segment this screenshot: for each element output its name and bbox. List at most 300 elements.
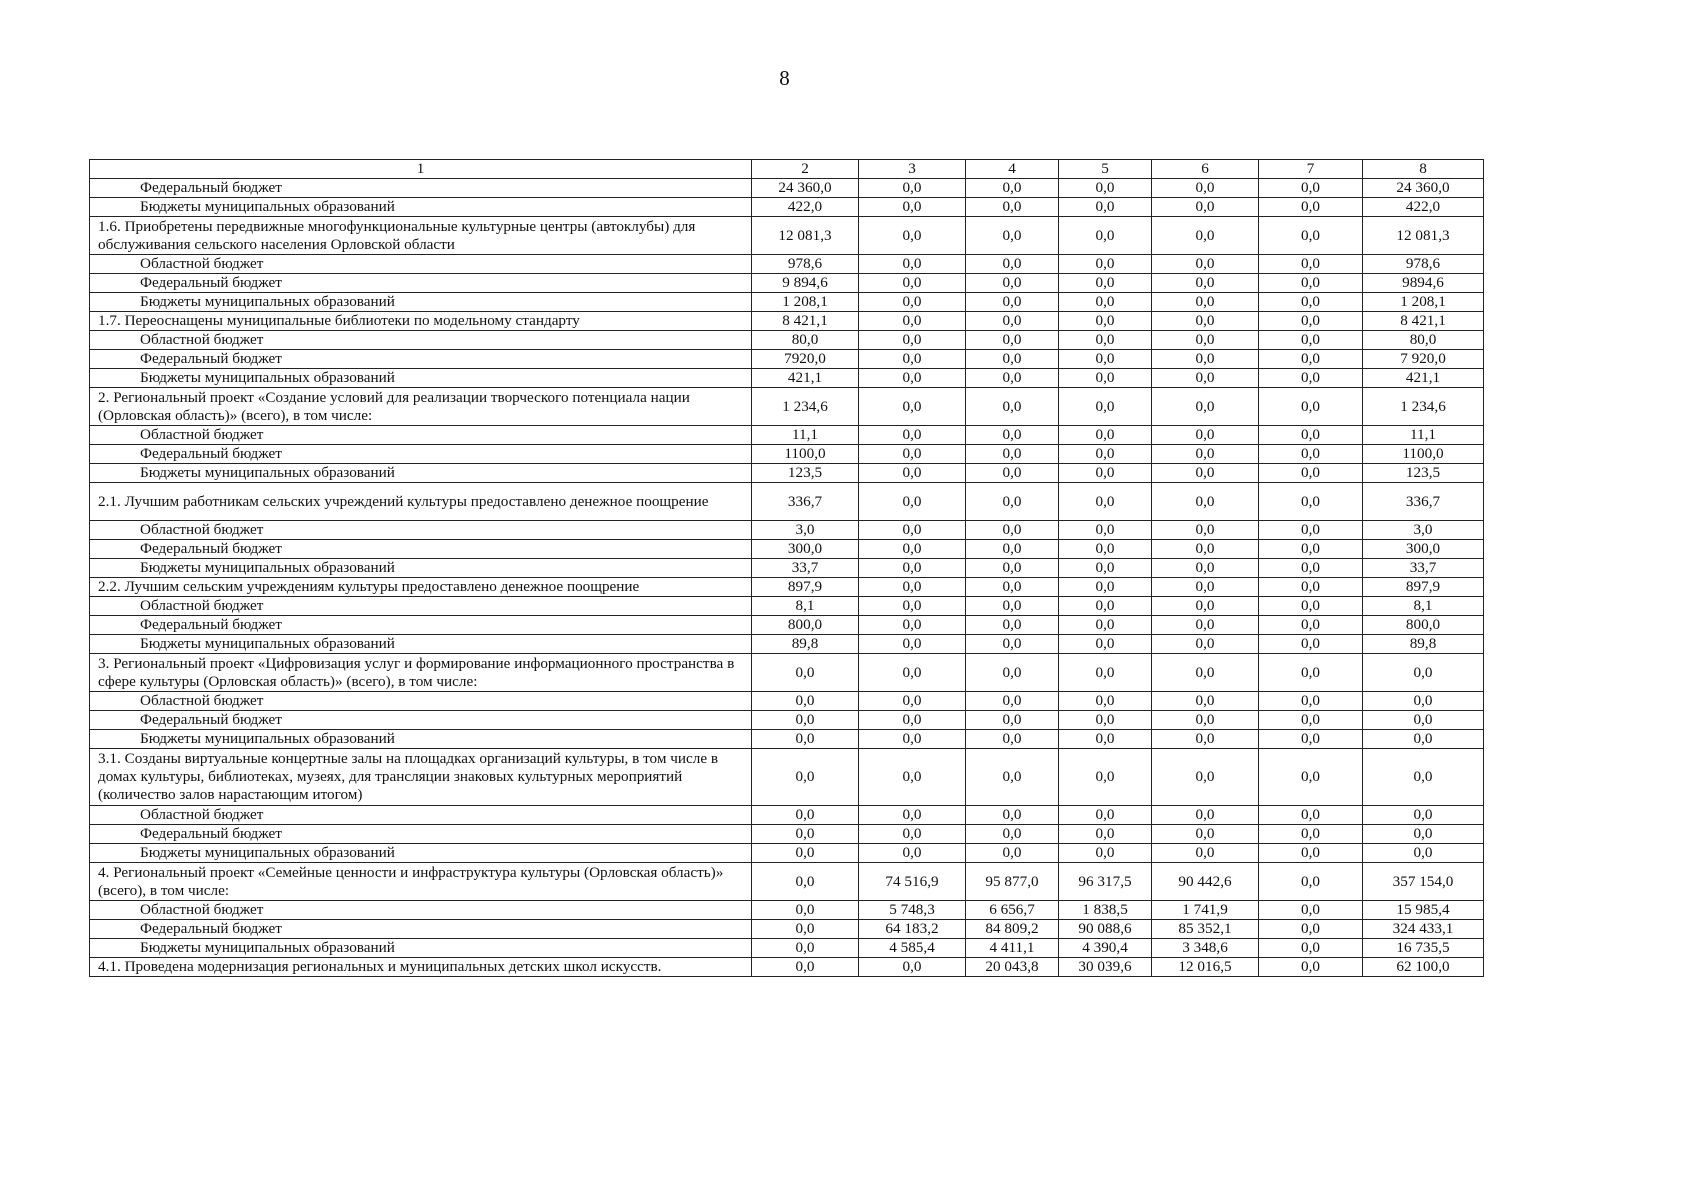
cell-col-3: 0,0 xyxy=(859,255,966,274)
cell-col-4: 4 411,1 xyxy=(966,939,1059,958)
budget-source-row xyxy=(90,445,1484,464)
cell-col-8: 1100,0 xyxy=(1363,445,1484,464)
cell-col-2: 0,0 xyxy=(752,711,859,730)
cell-col-5: 0,0 xyxy=(1059,426,1152,445)
cell-col-4: 0,0 xyxy=(966,274,1059,293)
column-header-3: 3 xyxy=(859,160,966,179)
cell-col-3: 0,0 xyxy=(859,445,966,464)
cell-col-5: 0,0 xyxy=(1059,293,1152,312)
cell-col-4: 0,0 xyxy=(966,559,1059,578)
cell-col-6: 0,0 xyxy=(1152,825,1259,844)
cell-col-4: 0,0 xyxy=(966,844,1059,863)
cell-col-3: 0,0 xyxy=(859,654,966,692)
cell-col-5: 0,0 xyxy=(1059,635,1152,654)
cell-col-5: 0,0 xyxy=(1059,730,1152,749)
budget-source-row xyxy=(90,426,1484,445)
cell-col-2: 8,1 xyxy=(752,597,859,616)
cell-col-3: 64 183,2 xyxy=(859,920,966,939)
cell-col-8: 3,0 xyxy=(1363,521,1484,540)
cell-col-8: 324 433,1 xyxy=(1363,920,1484,939)
cell-col-2: 3,0 xyxy=(752,521,859,540)
cell-col-3: 0,0 xyxy=(859,597,966,616)
section-row xyxy=(90,863,1484,901)
cell-col-5: 0,0 xyxy=(1059,445,1152,464)
cell-col-6: 0,0 xyxy=(1152,635,1259,654)
row-label: Бюджеты муниципальных образований xyxy=(90,369,752,388)
cell-col-3: 0,0 xyxy=(859,331,966,350)
cell-col-6: 0,0 xyxy=(1152,711,1259,730)
table-body xyxy=(90,179,1484,977)
row-label: Областной бюджет xyxy=(90,521,752,540)
budget-source-row xyxy=(90,939,1484,958)
budget-source-row xyxy=(90,540,1484,559)
cell-col-6: 0,0 xyxy=(1152,217,1259,255)
cell-col-5: 4 390,4 xyxy=(1059,939,1152,958)
cell-col-8: 123,5 xyxy=(1363,464,1484,483)
row-label: Федеральный бюджет xyxy=(90,350,752,369)
budget-source-row xyxy=(90,274,1484,293)
cell-col-3: 0,0 xyxy=(859,730,966,749)
cell-col-4: 0,0 xyxy=(966,198,1059,217)
cell-col-7: 0,0 xyxy=(1259,863,1363,901)
cell-col-6: 0,0 xyxy=(1152,369,1259,388)
cell-col-2: 897,9 xyxy=(752,578,859,597)
cell-col-5: 0,0 xyxy=(1059,597,1152,616)
cell-col-6: 0,0 xyxy=(1152,616,1259,635)
cell-col-7: 0,0 xyxy=(1259,692,1363,711)
cell-col-4: 0,0 xyxy=(966,540,1059,559)
cell-col-4: 0,0 xyxy=(966,312,1059,331)
cell-col-5: 0,0 xyxy=(1059,464,1152,483)
cell-col-8: 357 154,0 xyxy=(1363,863,1484,901)
budget-source-row xyxy=(90,806,1484,825)
cell-col-7: 0,0 xyxy=(1259,597,1363,616)
cell-col-7: 0,0 xyxy=(1259,654,1363,692)
row-label: 1.7. Переоснащены муниципальные библиотеки по модельному стандарту xyxy=(90,312,752,331)
cell-col-4: 0,0 xyxy=(966,388,1059,426)
cell-col-6: 0,0 xyxy=(1152,426,1259,445)
cell-col-7: 0,0 xyxy=(1259,711,1363,730)
budget-source-row xyxy=(90,198,1484,217)
cell-col-6: 0,0 xyxy=(1152,559,1259,578)
cell-col-4: 0,0 xyxy=(966,464,1059,483)
row-label: Областной бюджет xyxy=(90,255,752,274)
cell-col-2: 0,0 xyxy=(752,844,859,863)
budget-source-row xyxy=(90,711,1484,730)
row-label: 3. Региональный проект «Цифровизация услуг и формирование информационного пространства в сфере культуры (Орловская область)» (всего), в том числе: xyxy=(90,654,752,692)
cell-col-8: 897,9 xyxy=(1363,578,1484,597)
cell-col-5: 0,0 xyxy=(1059,825,1152,844)
cell-col-8: 800,0 xyxy=(1363,616,1484,635)
column-header-1: 1 xyxy=(90,160,752,179)
row-label: 4. Региональный проект «Семейные ценности и инфраструктура культуры (Орловская область)» (всего), в том числе: xyxy=(90,863,752,901)
column-header-8: 8 xyxy=(1363,160,1484,179)
cell-col-8: 8,1 xyxy=(1363,597,1484,616)
row-label: Федеральный бюджет xyxy=(90,540,752,559)
cell-col-2: 12 081,3 xyxy=(752,217,859,255)
cell-col-8: 0,0 xyxy=(1363,844,1484,863)
row-label: Федеральный бюджет xyxy=(90,825,752,844)
cell-col-6: 0,0 xyxy=(1152,521,1259,540)
cell-col-6: 0,0 xyxy=(1152,730,1259,749)
cell-col-7: 0,0 xyxy=(1259,939,1363,958)
budget-source-row xyxy=(90,521,1484,540)
cell-col-5: 0,0 xyxy=(1059,369,1152,388)
cell-col-4: 0,0 xyxy=(966,331,1059,350)
cell-col-5: 0,0 xyxy=(1059,255,1152,274)
cell-col-3: 0,0 xyxy=(859,521,966,540)
row-label: Бюджеты муниципальных образований xyxy=(90,939,752,958)
cell-col-2: 9 894,6 xyxy=(752,274,859,293)
cell-col-6: 0,0 xyxy=(1152,806,1259,825)
cell-col-5: 0,0 xyxy=(1059,806,1152,825)
row-label: Федеральный бюджет xyxy=(90,274,752,293)
row-label: Областной бюджет xyxy=(90,331,752,350)
cell-col-7: 0,0 xyxy=(1259,293,1363,312)
cell-col-6: 0,0 xyxy=(1152,293,1259,312)
column-header-7: 7 xyxy=(1259,160,1363,179)
cell-col-8: 80,0 xyxy=(1363,331,1484,350)
cell-col-3: 0,0 xyxy=(859,293,966,312)
cell-col-8: 24 360,0 xyxy=(1363,179,1484,198)
cell-col-6: 0,0 xyxy=(1152,483,1259,521)
cell-col-6: 0,0 xyxy=(1152,179,1259,198)
cell-col-7: 0,0 xyxy=(1259,464,1363,483)
cell-col-2: 0,0 xyxy=(752,692,859,711)
cell-col-7: 0,0 xyxy=(1259,540,1363,559)
cell-col-8: 336,7 xyxy=(1363,483,1484,521)
cell-col-3: 0,0 xyxy=(859,559,966,578)
cell-col-7: 0,0 xyxy=(1259,806,1363,825)
cell-col-3: 74 516,9 xyxy=(859,863,966,901)
cell-col-7: 0,0 xyxy=(1259,920,1363,939)
cell-col-3: 0,0 xyxy=(859,483,966,521)
row-label: Областной бюджет xyxy=(90,806,752,825)
cell-col-4: 0,0 xyxy=(966,521,1059,540)
cell-col-4: 0,0 xyxy=(966,483,1059,521)
cell-col-8: 7 920,0 xyxy=(1363,350,1484,369)
cell-col-4: 0,0 xyxy=(966,350,1059,369)
cell-col-4: 0,0 xyxy=(966,369,1059,388)
cell-col-5: 0,0 xyxy=(1059,198,1152,217)
cell-col-2: 0,0 xyxy=(752,730,859,749)
cell-col-2: 336,7 xyxy=(752,483,859,521)
cell-col-3: 0,0 xyxy=(859,749,966,806)
cell-col-2: 33,7 xyxy=(752,559,859,578)
cell-col-3: 4 585,4 xyxy=(859,939,966,958)
column-header-5: 5 xyxy=(1059,160,1152,179)
cell-col-4: 20 043,8 xyxy=(966,958,1059,977)
cell-col-7: 0,0 xyxy=(1259,445,1363,464)
cell-col-4: 0,0 xyxy=(966,293,1059,312)
cell-col-4: 0,0 xyxy=(966,711,1059,730)
cell-col-6: 12 016,5 xyxy=(1152,958,1259,977)
cell-col-3: 5 748,3 xyxy=(859,901,966,920)
budget-source-row xyxy=(90,635,1484,654)
cell-col-3: 0,0 xyxy=(859,635,966,654)
cell-col-2: 0,0 xyxy=(752,920,859,939)
cell-col-5: 30 039,6 xyxy=(1059,958,1152,977)
cell-col-3: 0,0 xyxy=(859,464,966,483)
budget-source-row xyxy=(90,255,1484,274)
cell-col-7: 0,0 xyxy=(1259,901,1363,920)
budget-source-row xyxy=(90,464,1484,483)
cell-col-8: 89,8 xyxy=(1363,635,1484,654)
cell-col-3: 0,0 xyxy=(859,312,966,331)
cell-col-6: 1 741,9 xyxy=(1152,901,1259,920)
section-row xyxy=(90,312,1484,331)
section-row xyxy=(90,483,1484,521)
cell-col-8: 978,6 xyxy=(1363,255,1484,274)
cell-col-8: 1 208,1 xyxy=(1363,293,1484,312)
cell-col-2: 421,1 xyxy=(752,369,859,388)
cell-col-7: 0,0 xyxy=(1259,217,1363,255)
budget-source-row xyxy=(90,901,1484,920)
budget-source-row xyxy=(90,597,1484,616)
cell-col-7: 0,0 xyxy=(1259,274,1363,293)
cell-col-3: 0,0 xyxy=(859,388,966,426)
cell-col-5: 0,0 xyxy=(1059,711,1152,730)
section-row xyxy=(90,388,1484,426)
row-label: Бюджеты муниципальных образований xyxy=(90,559,752,578)
cell-col-4: 0,0 xyxy=(966,730,1059,749)
cell-col-4: 0,0 xyxy=(966,217,1059,255)
row-label: Бюджеты муниципальных образований xyxy=(90,198,752,217)
cell-col-5: 0,0 xyxy=(1059,521,1152,540)
row-label: Федеральный бюджет xyxy=(90,616,752,635)
cell-col-6: 3 348,6 xyxy=(1152,939,1259,958)
row-label: 2.1. Лучшим работникам сельских учреждений культуры предоставлено денежное поощрение xyxy=(90,483,752,521)
row-label: 2. Региональный проект «Создание условий для реализации творческого потенциала нации (Орловская область)» (всего), в том числе: xyxy=(90,388,752,426)
row-label: Бюджеты муниципальных образований xyxy=(90,464,752,483)
cell-col-7: 0,0 xyxy=(1259,483,1363,521)
cell-col-6: 90 442,6 xyxy=(1152,863,1259,901)
cell-col-7: 0,0 xyxy=(1259,730,1363,749)
cell-col-3: 0,0 xyxy=(859,616,966,635)
cell-col-2: 8 421,1 xyxy=(752,312,859,331)
cell-col-6: 0,0 xyxy=(1152,578,1259,597)
row-label: Бюджеты муниципальных образований xyxy=(90,635,752,654)
cell-col-5: 0,0 xyxy=(1059,692,1152,711)
cell-col-6: 0,0 xyxy=(1152,597,1259,616)
cell-col-8: 0,0 xyxy=(1363,730,1484,749)
cell-col-6: 0,0 xyxy=(1152,749,1259,806)
row-label: Бюджеты муниципальных образований xyxy=(90,730,752,749)
cell-col-2: 422,0 xyxy=(752,198,859,217)
cell-col-2: 978,6 xyxy=(752,255,859,274)
cell-col-5: 90 088,6 xyxy=(1059,920,1152,939)
cell-col-5: 0,0 xyxy=(1059,274,1152,293)
row-label: 4.1. Проведена модернизация региональных и муниципальных детских школ искусств. xyxy=(90,958,752,977)
cell-col-5: 0,0 xyxy=(1059,179,1152,198)
cell-col-5: 96 317,5 xyxy=(1059,863,1152,901)
cell-col-8: 0,0 xyxy=(1363,749,1484,806)
cell-col-7: 0,0 xyxy=(1259,521,1363,540)
cell-col-8: 15 985,4 xyxy=(1363,901,1484,920)
budget-source-row xyxy=(90,293,1484,312)
cell-col-4: 0,0 xyxy=(966,578,1059,597)
cell-col-7: 0,0 xyxy=(1259,426,1363,445)
cell-col-2: 0,0 xyxy=(752,901,859,920)
section-row xyxy=(90,654,1484,692)
section-row xyxy=(90,217,1484,255)
row-label: Федеральный бюджет xyxy=(90,711,752,730)
cell-col-8: 300,0 xyxy=(1363,540,1484,559)
cell-col-6: 0,0 xyxy=(1152,654,1259,692)
cell-col-4: 0,0 xyxy=(966,635,1059,654)
row-label: Федеральный бюджет xyxy=(90,179,752,198)
row-label: Областной бюджет xyxy=(90,426,752,445)
page-number: 8 xyxy=(779,66,790,90)
cell-col-2: 0,0 xyxy=(752,863,859,901)
cell-col-8: 9894,6 xyxy=(1363,274,1484,293)
cell-col-7: 0,0 xyxy=(1259,255,1363,274)
cell-col-7: 0,0 xyxy=(1259,825,1363,844)
cell-col-7: 0,0 xyxy=(1259,578,1363,597)
cell-col-6: 85 352,1 xyxy=(1152,920,1259,939)
cell-col-6: 0,0 xyxy=(1152,844,1259,863)
cell-col-4: 0,0 xyxy=(966,825,1059,844)
cell-col-2: 1 208,1 xyxy=(752,293,859,312)
cell-col-4: 0,0 xyxy=(966,654,1059,692)
column-header-4: 4 xyxy=(966,160,1059,179)
cell-col-5: 0,0 xyxy=(1059,388,1152,426)
cell-col-8: 0,0 xyxy=(1363,711,1484,730)
cell-col-4: 0,0 xyxy=(966,179,1059,198)
cell-col-7: 0,0 xyxy=(1259,749,1363,806)
budget-source-row xyxy=(90,350,1484,369)
cell-col-3: 0,0 xyxy=(859,179,966,198)
cell-col-6: 0,0 xyxy=(1152,692,1259,711)
cell-col-6: 0,0 xyxy=(1152,464,1259,483)
cell-col-4: 0,0 xyxy=(966,255,1059,274)
row-label: Бюджеты муниципальных образований xyxy=(90,844,752,863)
cell-col-2: 0,0 xyxy=(752,939,859,958)
cell-col-8: 12 081,3 xyxy=(1363,217,1484,255)
budget-source-row xyxy=(90,331,1484,350)
budget-source-row xyxy=(90,920,1484,939)
section-row xyxy=(90,749,1484,806)
cell-col-2: 123,5 xyxy=(752,464,859,483)
cell-col-5: 0,0 xyxy=(1059,350,1152,369)
cell-col-6: 0,0 xyxy=(1152,350,1259,369)
cell-col-3: 0,0 xyxy=(859,274,966,293)
cell-col-8: 0,0 xyxy=(1363,654,1484,692)
cell-col-8: 0,0 xyxy=(1363,825,1484,844)
cell-col-5: 0,0 xyxy=(1059,483,1152,521)
cell-col-3: 0,0 xyxy=(859,958,966,977)
cell-col-3: 0,0 xyxy=(859,217,966,255)
cell-col-7: 0,0 xyxy=(1259,616,1363,635)
cell-col-3: 0,0 xyxy=(859,426,966,445)
cell-col-2: 0,0 xyxy=(752,958,859,977)
budget-source-row xyxy=(90,692,1484,711)
cell-col-4: 0,0 xyxy=(966,426,1059,445)
cell-col-2: 800,0 xyxy=(752,616,859,635)
cell-col-5: 0,0 xyxy=(1059,578,1152,597)
budget-source-row xyxy=(90,616,1484,635)
column-header-2: 2 xyxy=(752,160,859,179)
cell-col-3: 0,0 xyxy=(859,825,966,844)
cell-col-2: 80,0 xyxy=(752,331,859,350)
cell-col-8: 8 421,1 xyxy=(1363,312,1484,331)
cell-col-2: 11,1 xyxy=(752,426,859,445)
cell-col-4: 0,0 xyxy=(966,445,1059,464)
row-label: Федеральный бюджет xyxy=(90,920,752,939)
cell-col-7: 0,0 xyxy=(1259,198,1363,217)
cell-col-7: 0,0 xyxy=(1259,844,1363,863)
cell-col-5: 0,0 xyxy=(1059,654,1152,692)
cell-col-2: 0,0 xyxy=(752,654,859,692)
cell-col-7: 0,0 xyxy=(1259,388,1363,426)
cell-col-7: 0,0 xyxy=(1259,559,1363,578)
cell-col-8: 11,1 xyxy=(1363,426,1484,445)
cell-col-3: 0,0 xyxy=(859,578,966,597)
budget-source-row xyxy=(90,369,1484,388)
section-row xyxy=(90,958,1484,977)
row-label: 2.2. Лучшим сельским учреждениям культуры предоставлено денежное поощрение xyxy=(90,578,752,597)
cell-col-7: 0,0 xyxy=(1259,350,1363,369)
cell-col-8: 16 735,5 xyxy=(1363,939,1484,958)
cell-col-6: 0,0 xyxy=(1152,274,1259,293)
cell-col-5: 0,0 xyxy=(1059,331,1152,350)
cell-col-4: 6 656,7 xyxy=(966,901,1059,920)
cell-col-8: 0,0 xyxy=(1363,692,1484,711)
cell-col-8: 33,7 xyxy=(1363,559,1484,578)
cell-col-3: 0,0 xyxy=(859,540,966,559)
cell-col-5: 0,0 xyxy=(1059,844,1152,863)
cell-col-6: 0,0 xyxy=(1152,255,1259,274)
budget-source-row xyxy=(90,179,1484,198)
cell-col-2: 7920,0 xyxy=(752,350,859,369)
cell-col-6: 0,0 xyxy=(1152,198,1259,217)
cell-col-5: 0,0 xyxy=(1059,217,1152,255)
cell-col-5: 0,0 xyxy=(1059,749,1152,806)
cell-col-4: 0,0 xyxy=(966,806,1059,825)
budget-source-row xyxy=(90,730,1484,749)
section-row xyxy=(90,578,1484,597)
cell-col-2: 0,0 xyxy=(752,825,859,844)
cell-col-5: 0,0 xyxy=(1059,312,1152,331)
cell-col-3: 0,0 xyxy=(859,711,966,730)
column-header-6: 6 xyxy=(1152,160,1259,179)
cell-col-8: 421,1 xyxy=(1363,369,1484,388)
cell-col-7: 0,0 xyxy=(1259,635,1363,654)
cell-col-7: 0,0 xyxy=(1259,331,1363,350)
cell-col-4: 0,0 xyxy=(966,692,1059,711)
cell-col-7: 0,0 xyxy=(1259,312,1363,331)
cell-col-5: 0,0 xyxy=(1059,540,1152,559)
cell-col-6: 0,0 xyxy=(1152,445,1259,464)
cell-col-5: 0,0 xyxy=(1059,559,1152,578)
cell-col-4: 0,0 xyxy=(966,597,1059,616)
budget-source-row xyxy=(90,844,1484,863)
cell-col-4: 0,0 xyxy=(966,749,1059,806)
cell-col-3: 0,0 xyxy=(859,844,966,863)
cell-col-8: 0,0 xyxy=(1363,806,1484,825)
cell-col-4: 95 877,0 xyxy=(966,863,1059,901)
cell-col-2: 89,8 xyxy=(752,635,859,654)
row-label: Областной бюджет xyxy=(90,692,752,711)
cell-col-2: 1 234,6 xyxy=(752,388,859,426)
row-label: Бюджеты муниципальных образований xyxy=(90,293,752,312)
cell-col-6: 0,0 xyxy=(1152,312,1259,331)
budget-table xyxy=(89,159,1484,977)
budget-source-row xyxy=(90,559,1484,578)
cell-col-6: 0,0 xyxy=(1152,540,1259,559)
cell-col-8: 1 234,6 xyxy=(1363,388,1484,426)
header-row xyxy=(90,160,1484,179)
